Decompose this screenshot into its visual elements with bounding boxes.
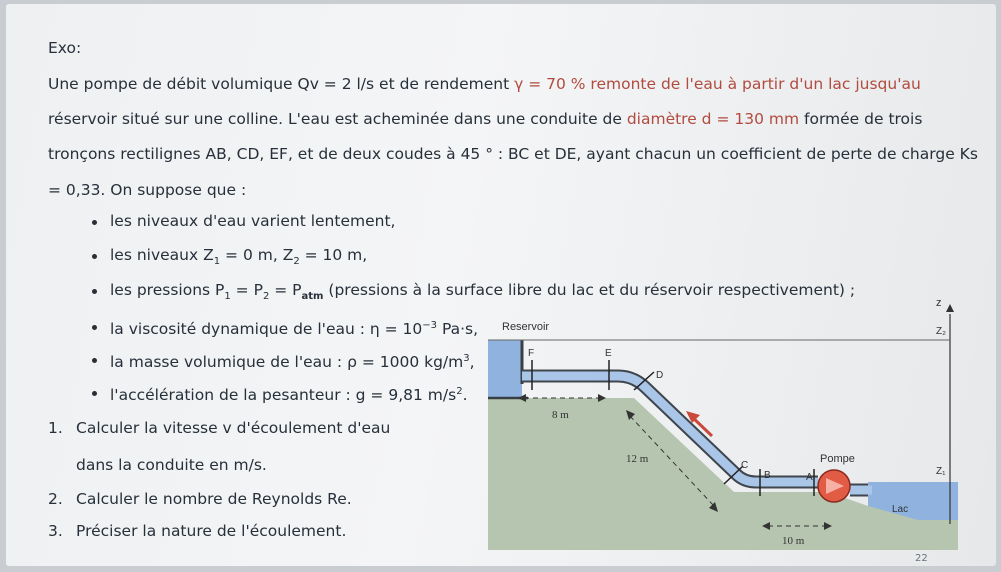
- question-2: Calculer le nombre de Reynolds Re.: [76, 490, 352, 508]
- intro-line-2: réservoir situé sur une colline. L'eau est acheminée dans une conduite de diamètre d = 130 mm formée de trois: [48, 110, 923, 128]
- question-3-number: 3.: [48, 522, 63, 540]
- point-D-label: D: [656, 370, 664, 381]
- z2-label: Z₂: [936, 326, 946, 337]
- bullet-dot: [92, 220, 97, 225]
- length-12m-label: 12 m: [626, 453, 649, 465]
- z-axis-arrow-icon: [946, 304, 954, 312]
- intro-line-3: tronçons rectilignes AB, CD, EF, et de deux coudes à 45 ° : BC et DE, ayant chacun un coefficient de perte de charge Ks: [48, 145, 978, 163]
- bullet-dot: [92, 254, 97, 259]
- bullet-dot: [92, 289, 97, 294]
- bullet-6: l'accélération de la pesanteur : g = 9,81 $m/s^2$.: [110, 386, 468, 405]
- bullet-dot: [92, 358, 97, 363]
- efficiency-value: γ = 70 % remonte de l'eau à partir d'un lac jusqu'au: [514, 75, 921, 93]
- z1-label: Z₁: [936, 466, 946, 477]
- intro-line-1: Une pompe de débit volumique Qv = 2 l/s et de rendement γ = 70 % remonte de l'eau à partir d'un lac jusqu'au: [48, 75, 921, 93]
- pipe-system-diagram: [488, 297, 958, 550]
- reservoir-water: [488, 340, 522, 398]
- question-1: Calculer la vitesse v d'écoulement d'eau: [76, 419, 391, 437]
- reservoir-label: Reservoir: [502, 321, 550, 333]
- point-A-label: A: [806, 472, 813, 483]
- lake-label: Lac: [892, 504, 909, 515]
- point-C-label: C: [741, 460, 749, 471]
- z-axis-label: z: [936, 297, 942, 309]
- exercise-title: Exo:: [48, 39, 82, 57]
- point-E-label: E: [605, 348, 612, 359]
- slide: [6, 4, 996, 566]
- question-1-number: 1.: [48, 419, 63, 437]
- bullet-5: la masse volumique de l'eau : ρ = 1000 $kg/m^3$,: [110, 353, 475, 372]
- question-1-continued: dans la conduite en m/s.: [76, 456, 267, 474]
- question-3: Préciser la nature de l'écoulement.: [76, 522, 347, 540]
- length-10m-label: 10 m: [782, 535, 805, 547]
- bullet-2: les niveaux $Z_1 = 0$ m, $Z_2 = 10$ m,: [110, 246, 368, 268]
- bullet-dot: [92, 391, 97, 396]
- pump-label: Pompe: [820, 453, 855, 465]
- length-8m-label: 8 m: [552, 409, 569, 421]
- question-2-number: 2.: [48, 490, 63, 508]
- page-number: 22: [915, 553, 928, 564]
- diameter-value: diamètre d = 130 mm: [626, 110, 800, 128]
- bullet-dot: [92, 325, 97, 330]
- point-B-label: B: [764, 470, 771, 481]
- intro-line-4: = 0,33. On suppose que :: [48, 181, 247, 199]
- bullet-4: la viscosité dynamique de l'eau : $\eta = 10^{-3}$ Pa·s,: [110, 320, 479, 339]
- bullet-3: les pressions $P_1 = P_2 = P_{atm}$ (pressions à la surface libre du lac et du réservoir respectivement) ;: [110, 281, 856, 303]
- bullet-1: les niveaux d'eau varient lentement,: [110, 212, 396, 230]
- point-F-label: F: [528, 348, 535, 359]
